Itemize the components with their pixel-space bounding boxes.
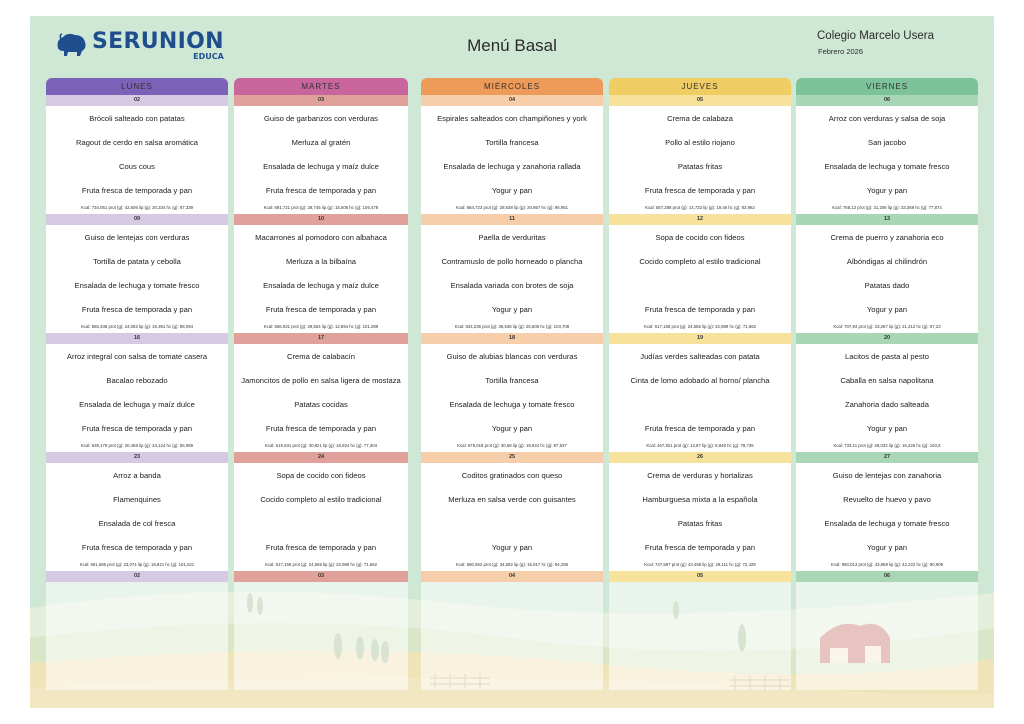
menu-cell [796,106,978,214]
side-dish [609,392,791,416]
side-dish [234,511,408,535]
day-date: 20 [796,333,978,344]
dessert: Fruta fresca de temporada y pan [81,423,193,433]
day-date: 18 [421,333,603,344]
day-date: 12 [609,214,791,225]
first-course: Guiso de lentejas con zanahoria [832,470,942,480]
nutrition-info: Kcal: 834,235 prot (g): 39,636 lip (g): 26,505 hc (g): 103,708 [454,324,570,329]
nutrition-info: Kcal: 733,11 prot (g): 28,032 lip (g): 16,226 hc (g): 103,6 [833,443,941,448]
dessert: Fruta fresca de temporada y pan [644,185,756,195]
dessert: Fruta fresca de temporada y pan [644,542,756,552]
dessert: Fruta fresca de temporada y pan [81,304,193,314]
side-dish: Ensalada de lechuga y maíz dulce [79,399,195,409]
menu-cell [609,463,791,571]
empty-menu-cell [421,582,603,690]
dessert: Yogur y pan [491,304,533,314]
day-date: 05 [609,571,791,582]
main-course: Revuelto de huevo y pavo [843,494,931,504]
side-dish: Ensalada de lechuga y tomate fresco [449,399,575,409]
day-date: 02 [46,95,228,106]
side-dish: Ensalada de lechuga y zanahoria rallada [443,161,581,171]
menu-cell [609,225,791,333]
day-date: 06 [796,571,978,582]
dessert: Fruta fresca de temporada y pan [644,304,756,314]
first-course: Arroz integral con salsa de tomate casera [66,351,208,361]
first-course: Arroz a banda [113,470,161,480]
dessert: Fruta fresca de temporada y pan [265,185,377,195]
side-dish: Patatas fritas [677,518,723,528]
menu-frame [30,16,994,708]
menu-cell [796,344,978,452]
menu-cell [234,106,408,214]
main-course: Bacalao rebozado [106,375,168,385]
nutrition-info: Kcal: 617,158 prot (g): 24,555 lip (g): 22,989 hc (g): 71,662 [643,324,757,329]
day-date: 04 [421,95,603,106]
brand-subtitle: EDUCA [193,52,224,61]
side-dish: Zanahoria dado salteada [844,399,930,409]
main-course: Cocido completo al estilo tradicional [639,256,761,266]
main-course: San jacobo [868,137,906,147]
nutrition-info: Kcal: 950,013 prot (g): 43,858 lip (g): 42,222 hc (g): 90,909 [830,562,944,567]
first-course: Guiso de garbanzos con verduras [264,113,378,123]
dessert: Yogur y pan [491,423,533,433]
dessert: Yogur y pan [491,542,533,552]
day-column-viernes [796,78,978,690]
menu-cell [46,225,228,333]
day-header: JUEVES [609,78,791,95]
menu-cell [234,463,408,571]
day-date: 03 [234,571,408,582]
menu-month: Febrero 2026 [818,47,864,56]
day-date: 03 [234,95,408,106]
side-dish: Patatas fritas [677,161,723,171]
day-header: MIÉRCOLES [421,78,603,95]
nutrition-info: Kcal: 467,821 prot (g): 12,87 lip (g): 8,848 hc (g): 78,735 [646,443,754,448]
menu-cell [609,344,791,452]
day-date: 19 [609,333,791,344]
brand-name: SERUNION [92,29,224,54]
day-date: 25 [421,452,603,463]
first-course: Brócoli salteado con patatas [89,113,185,123]
main-course: Tortilla de patata y cebolla [93,256,181,266]
menu-cell [421,225,603,333]
main-course: Contramuslo de pollo horneado o plancha [441,256,583,266]
day-date: 02 [46,571,228,582]
day-date: 24 [234,452,408,463]
side-dish [609,273,791,297]
menu-cell [46,463,228,571]
dessert: Fruta fresca de temporada y pan [265,304,377,314]
first-course: Sopa de cocido con fideos [655,232,745,242]
dessert: Yogur y pan [866,542,908,552]
main-course: Cinta de lomo adobado al horno/ plancha [630,375,770,385]
day-date: 09 [46,214,228,225]
dessert: Yogur y pan [866,423,908,433]
menu-cell [421,344,603,452]
empty-menu-cell [609,582,791,690]
day-column-martes [234,78,408,690]
empty-menu-cell [234,582,408,690]
day-date: 16 [46,333,228,344]
empty-menu-cell [46,582,228,690]
main-course: Cocido completo al estilo tradicional [260,494,382,504]
side-dish: Patatas dado [864,280,910,290]
school-name: Colegio Marcelo Usera [817,30,934,42]
nutrition-info: Kcal: 587,288 prot (g): 14,733 lip (g): 19,46 hc (g): 83,962 [645,205,755,210]
main-course: Merluza al gratén [291,137,351,147]
nutrition-info: Kcal: 684,723 prot (g): 28,638 lip (g): 20,867 hc (g): 95,951 [455,205,569,210]
dessert: Fruta fresca de temporada y pan [265,542,377,552]
dessert: Yogur y pan [866,185,908,195]
main-course: Pollo al estilo riojano [665,137,735,147]
main-course: Tortilla francesa [485,137,539,147]
dessert: Fruta fresca de temporada y pan [81,542,193,552]
menu-cell [421,463,603,571]
nutrition-info: Kcal: 691,585 prot (g): 23,074 lip (g): 19,821 hc (g): 101,021 [79,562,195,567]
day-date: 17 [234,333,408,344]
nutrition-info: Kcal: 747,587 prot (g): 43,458 lip (g): 29,111 hc (g): 72,429 [644,562,756,567]
main-course: Tortilla francesa [485,375,539,385]
side-dish: Ensalada de lechuga y tomate fresco [74,280,200,290]
dessert: Fruta fresca de temporada y pan [644,423,756,433]
dessert: Yogur y pan [866,304,908,314]
nutrition-info: Kcal: 680,562 prot (g): 34,582 lip (g): 15,917 hc (g): 94,298 [455,562,569,567]
first-course: Espirales salteados con champiñones y york [437,113,587,123]
nutrition-info: Kcal: 707,84 prot (g): 23,267 lip (g): 21,412 hc (g): 97,23 [833,324,941,329]
first-course: Guiso de alubias blancas con verduras [446,351,578,361]
day-column-lunes [46,78,228,690]
nutrition-info: Kcal: 675,018 prot (g): 30,58 lip (g): 19,924 hc (g): 87,537 [457,443,567,448]
first-course: Arroz con verduras y salsa de soja [828,113,946,123]
first-course: Crema de calabaza [667,113,733,123]
main-course: Hamburguesa mixta a la española [642,494,758,504]
main-course: Merluza a la bilbaína [285,256,357,266]
empty-menu-cell [796,582,978,690]
side-dish: Ensalada de lechuga y tomate fresco [824,161,950,171]
first-course: Paella de verduritas [478,232,546,242]
day-column-jueves [609,78,791,690]
menu-cell [234,225,408,333]
day-date: 13 [796,214,978,225]
day-header: VIERNES [796,78,978,95]
first-course: Coditos gratinados con queso [461,470,563,480]
main-course: Flamenquines [113,494,161,504]
side-dish: Ensalada de lechuga y maíz dulce [263,280,379,290]
first-course: Guiso de lentejas con verduras [84,232,190,242]
day-date: 06 [796,95,978,106]
menu-cell [234,344,408,452]
main-course: Merluza en salsa verde con guisantes [448,494,576,504]
day-date: 04 [421,571,603,582]
day-date: 05 [609,95,791,106]
first-course: Crema de verduras y hortalizas [647,470,753,480]
first-course: Sopa de cocido con fideos [276,470,366,480]
menu-cell [609,106,791,214]
menu-cell [796,225,978,333]
first-course: Judías verdes salteadas con patata [640,351,760,361]
nutrition-info: Kcal: 619,531 prot (g): 30,821 lip (g): 18,824 hc (g): 77,304 [264,443,378,448]
first-course: Macarrones al pomodoro con albahaca [255,232,387,242]
day-column-miercoles [421,78,603,690]
menu-cell [796,463,978,571]
side-dish: Ensalada de lechuga y tomate fresco [824,518,950,528]
day-date: 23 [46,452,228,463]
dessert: Fruta fresca de temporada y pan [81,185,193,195]
nutrition-info: Kcal: 617,158 prot (g): 24,555 lip (g): 22,989 hc (g): 71,662 [264,562,378,567]
day-header: MARTES [234,78,408,95]
first-course: Crema de puerro y zanahoria eco [830,232,944,242]
side-dish: Cous cous [119,161,155,171]
day-date: 11 [421,214,603,225]
day-date: 26 [609,452,791,463]
menu-cell [421,106,603,214]
first-course: Crema de calabacín [287,351,355,361]
side-dish: Ensalada de col fresca [98,518,176,528]
menu-cell [46,106,228,214]
nutrition-info: Kcal: 758,13 prot (g): 31,206 lip (g): 33,369 hc (g): 77,874 [832,205,942,210]
day-date: 10 [234,214,408,225]
main-course: Albóndigas al chilindrón [846,256,928,266]
nutrition-info: Kcal: 734,051 prot (g): 42,606 lip (g): 20,334 hc (g): 87,339 [80,205,194,210]
nutrition-info: Kcal: 539,179 prot (g): 20,468 lip (g): 24,124 hc (g): 56,989 [80,443,194,448]
menu-cell [46,344,228,452]
page-title: Menú Basal [467,36,557,55]
main-course: Jamoncitos de pollo en salsa ligera de mostaza [241,375,401,385]
nutrition-info: Kcal: 655,408 prot (g): 24,082 lip (g): 19,391 hc (g): 88,094 [80,324,194,329]
page-header [30,16,994,78]
day-date: 27 [796,452,978,463]
first-course: Lacitos de pasta al pesto [844,351,929,361]
side-dish: Ensalada de lechuga y maíz dulce [263,161,379,171]
main-course: Ragout de cerdo en salsa aromática [76,137,198,147]
side-dish [421,511,603,535]
dessert: Yogur y pan [491,185,533,195]
dessert: Fruta fresca de temporada y pan [265,423,377,433]
main-course: Caballa en salsa napolitana [840,375,934,385]
side-dish: Ensalada variada con brotes de soja [450,280,574,290]
day-header: LUNES [46,78,228,95]
nutrition-info: Kcal: 691,721 prot (g): 28,745 lip (g): 15,505 hc (g): 106,478 [263,205,379,210]
side-dish: Patatas cocidas [294,399,348,409]
nutrition-info: Kcal: 656,931 prot (g): 29,554 lip (g): 12,894 hc (g): 101,289 [263,324,379,329]
